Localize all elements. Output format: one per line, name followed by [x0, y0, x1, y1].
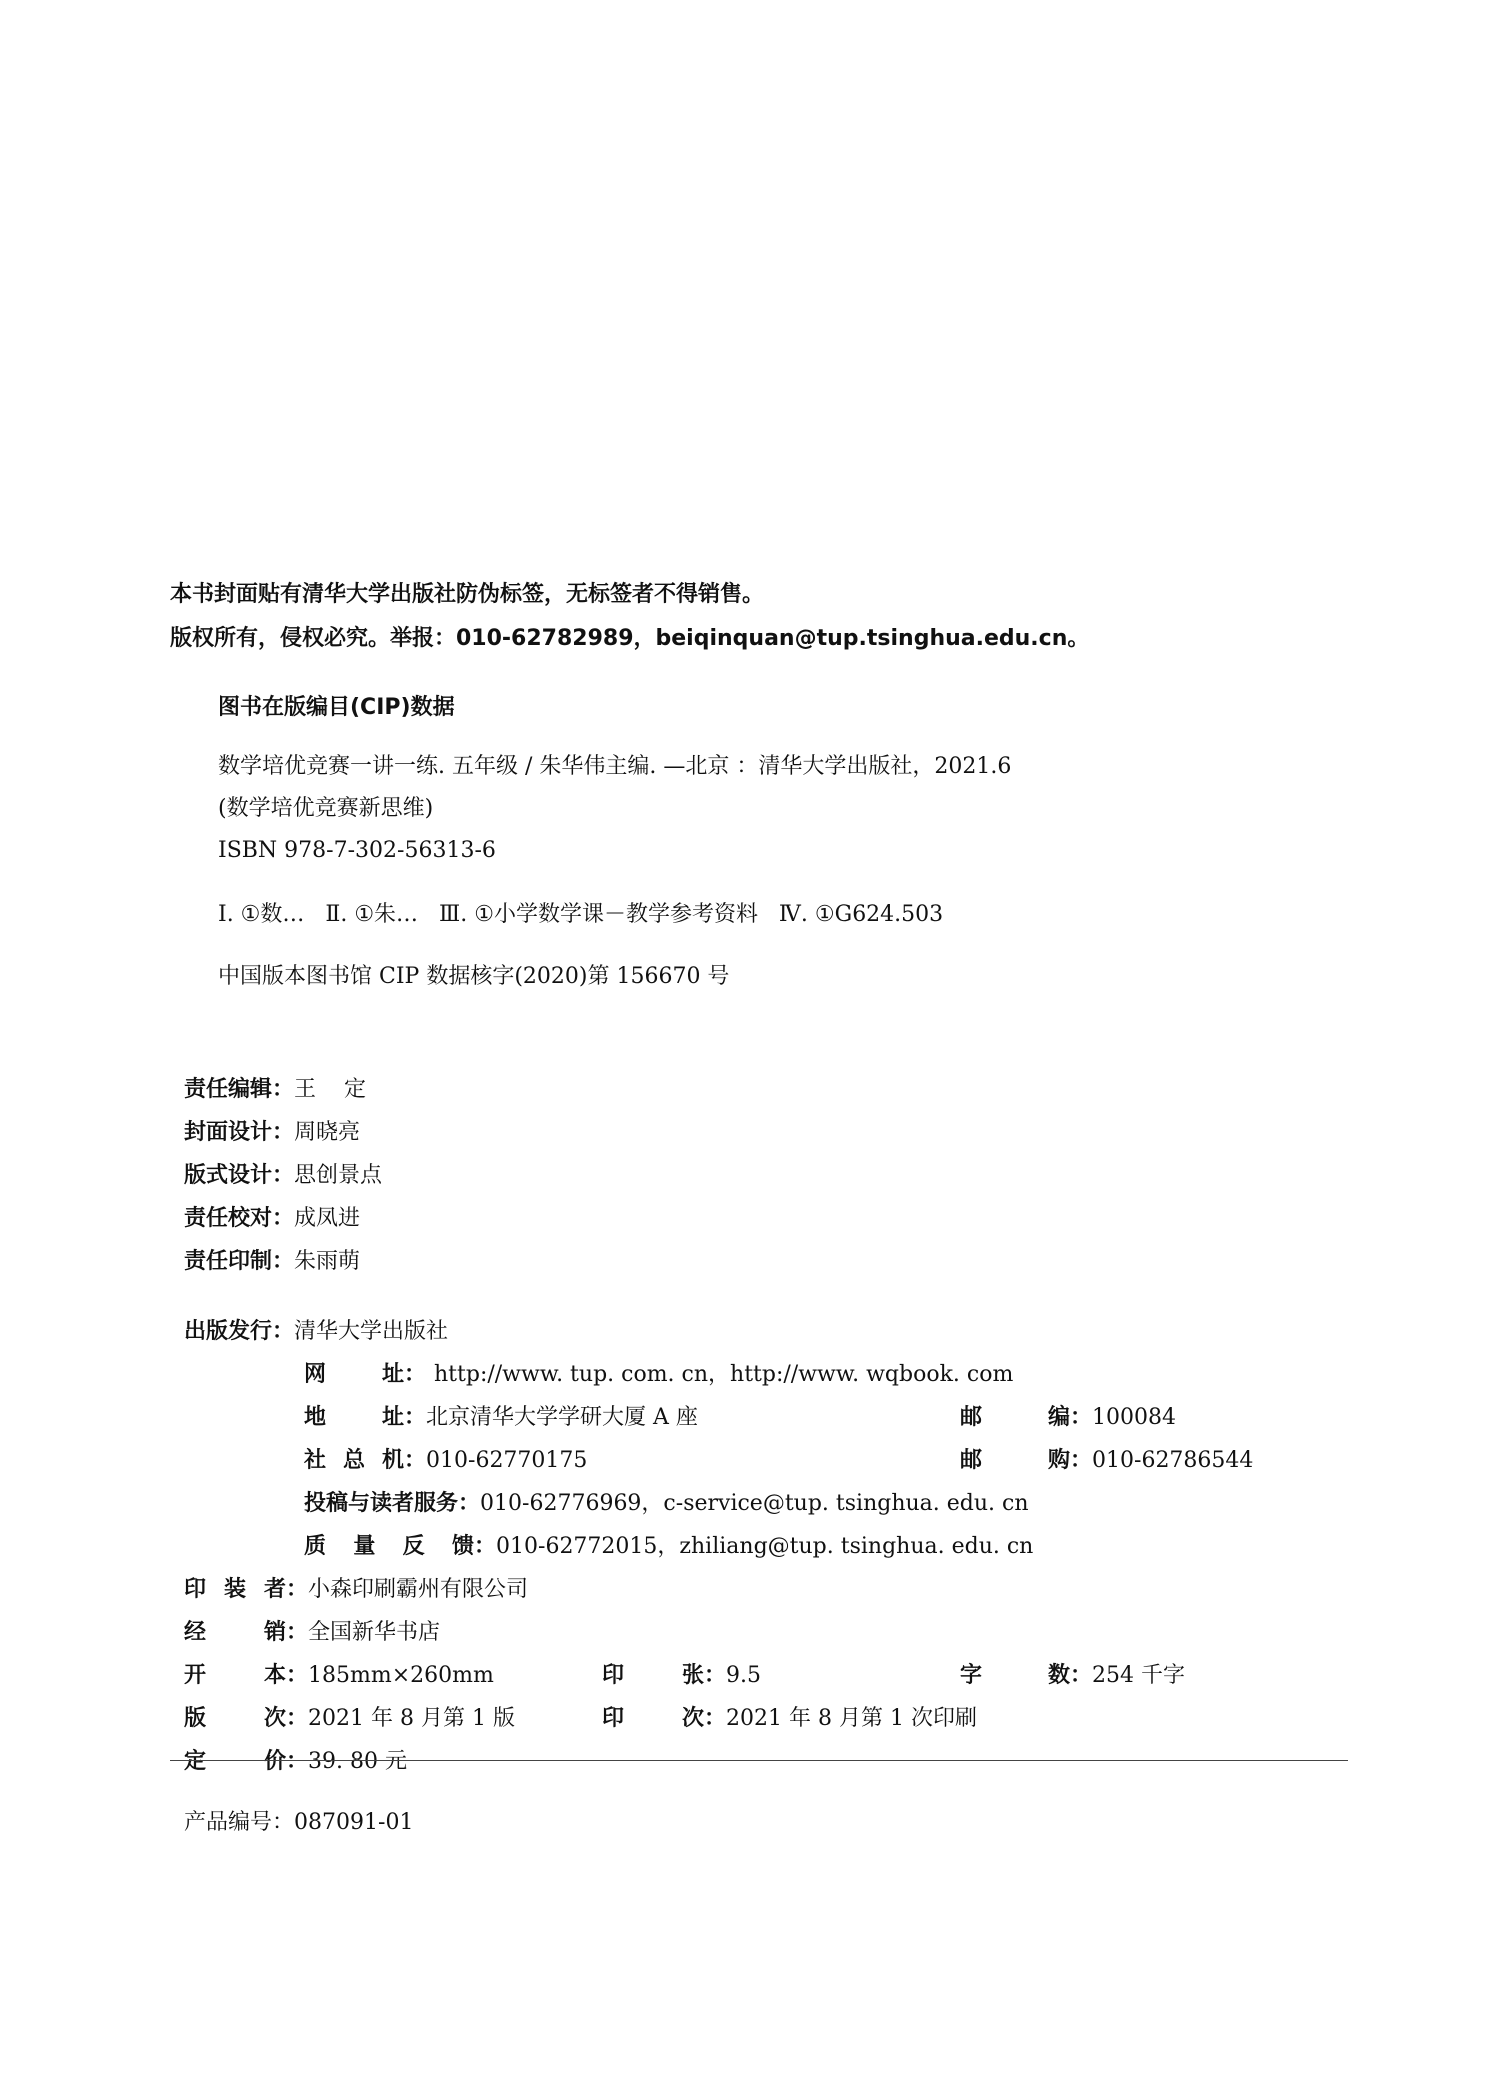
- staff-value: 思创景点: [294, 1163, 383, 1188]
- address-value: 北京清华大学学研大厦 A 座: [426, 1405, 698, 1430]
- switchboard-row: 社总机：010-62770175: [304, 1448, 588, 1473]
- staff-row-layout: 版式设计：思创景点: [184, 1163, 383, 1188]
- copyright-notice: 版权所有，侵权必究。举报：010-62782989，beiqinquan@tup.tsinghua.edu.cn。: [170, 626, 1090, 651]
- printer-row: 印装者：小森印刷霸州有限公司: [184, 1577, 529, 1602]
- anti-counterfeit-notice: 本书封面贴有清华大学出版社防伪标签，无标签者不得销售。: [170, 582, 765, 607]
- words-label: 字数: [960, 1663, 1070, 1688]
- postcode-value: 100084: [1092, 1405, 1176, 1430]
- publisher-row: 出版发行：清华大学出版社: [184, 1319, 449, 1344]
- staff-label: 封面设计: [184, 1120, 273, 1145]
- product-code-value: 087091-01: [294, 1810, 414, 1835]
- printing-value: 2021 年 8 月第 1 次印刷: [726, 1706, 977, 1731]
- website-label: 网址: [304, 1362, 404, 1387]
- postcode-label: 邮编: [960, 1405, 1070, 1430]
- staff-label: 责任编辑: [184, 1077, 273, 1102]
- words-row: 字数：254 千字: [960, 1663, 1186, 1688]
- staff-row-cover: 封面设计：周晓亮: [184, 1120, 361, 1145]
- price-row: 定价：39. 80 元: [184, 1749, 407, 1774]
- printer-label: 印装者: [184, 1577, 286, 1602]
- printing-label: 印次: [602, 1706, 704, 1731]
- cip-series: (数学培优竞赛新思维): [218, 796, 434, 821]
- staff-value: 周晓亮: [294, 1120, 361, 1145]
- cip-record: 中国版本图书馆 CIP 数据核字(2020)第 156670 号: [218, 964, 730, 989]
- reader-service-row: 投稿与读者服务：010-62776969，c-service@tup. tsinghua. edu. cn: [304, 1491, 1029, 1516]
- product-code-row: 产品编号：087091-01: [184, 1810, 414, 1835]
- staff-row-editor: 责任编辑：王 定: [184, 1077, 367, 1102]
- staff-label: 版式设计: [184, 1163, 273, 1188]
- quality-value: 010-62772015，zhiliang@tup. tsinghua. edu. cn: [496, 1534, 1034, 1559]
- words-value: 254 千字: [1092, 1663, 1186, 1688]
- format-row: 开本：185mm×260mm: [184, 1663, 494, 1688]
- reader-service-label: 投稿与读者服务: [304, 1491, 459, 1516]
- address-row: 地址：北京清华大学学研大厦 A 座: [304, 1405, 698, 1430]
- staff-label: 责任印制: [184, 1249, 273, 1274]
- staff-value: 王 定: [294, 1077, 367, 1102]
- quality-feedback-row: 质量反馈：010-62772015，zhiliang@tup. tsinghua. edu. cn: [304, 1534, 1034, 1559]
- price-value: 39. 80 元: [308, 1749, 407, 1774]
- mailorder-label: 邮购: [960, 1448, 1070, 1473]
- format-label: 开本: [184, 1663, 286, 1688]
- mailorder-row: 邮购：010-62786544: [960, 1448, 1254, 1473]
- mailorder-value: 010-62786544: [1092, 1448, 1254, 1473]
- product-code-label: 产品编号: [184, 1810, 273, 1835]
- address-label: 地址: [304, 1405, 404, 1430]
- distributor-value: 全国新华书店: [308, 1620, 441, 1645]
- switchboard-value: 010-62770175: [426, 1448, 588, 1473]
- website-row: 网址： http://www. tup. com. cn，http://www. wqbook. com: [304, 1362, 1014, 1387]
- distributor-label: 经销: [184, 1620, 286, 1645]
- cip-title-line: 数学培优竞赛一讲一练. 五年级 / 朱华伟主编. —北京 ：清华大学出版社，2021.6: [218, 754, 1012, 779]
- staff-row-printing: 责任印制：朱雨萌: [184, 1249, 361, 1274]
- sheets-value: 9.5: [726, 1663, 762, 1688]
- quality-label: 质量反馈: [304, 1534, 474, 1559]
- publisher-name: 清华大学出版社: [294, 1319, 449, 1344]
- postcode-row: 邮编：100084: [960, 1405, 1176, 1430]
- printing-row: 印次：2021 年 8 月第 1 次印刷: [602, 1706, 977, 1731]
- publisher-label: 出版发行: [184, 1319, 273, 1344]
- printer-value: 小森印刷霸州有限公司: [308, 1577, 529, 1602]
- edition-row: 版次：2021 年 8 月第 1 版: [184, 1706, 515, 1731]
- switchboard-label: 社总机: [304, 1448, 404, 1473]
- sheets-label: 印张: [602, 1663, 704, 1688]
- cip-isbn: ISBN 978-7-302-56313-6: [218, 838, 496, 863]
- edition-label: 版次: [184, 1706, 286, 1731]
- staff-label: 责任校对: [184, 1206, 273, 1231]
- cip-classification: Ⅰ. ①数… Ⅱ. ①朱… Ⅲ. ①小学数学课－教学参考资料 Ⅳ. ①G624.503: [218, 902, 944, 927]
- reader-service-value: 010-62776969，c-service@tup. tsinghua. edu. cn: [480, 1491, 1029, 1516]
- staff-value: 朱雨萌: [294, 1249, 361, 1274]
- edition-value: 2021 年 8 月第 1 版: [308, 1706, 515, 1731]
- staff-value: 成凤进: [294, 1206, 361, 1231]
- sheets-row: 印张：9.5: [602, 1663, 762, 1688]
- format-value: 185mm×260mm: [308, 1663, 494, 1688]
- website-value: http://www. tup. com. cn，http://www. wqbook. com: [434, 1362, 1014, 1387]
- price-label: 定价: [184, 1749, 286, 1774]
- staff-row-proofreader: 责任校对：成凤进: [184, 1206, 361, 1231]
- divider: [170, 1760, 1348, 1761]
- cip-heading: 图书在版编目(CIP)数据: [218, 695, 455, 720]
- distributor-row: 经销：全国新华书店: [184, 1620, 441, 1645]
